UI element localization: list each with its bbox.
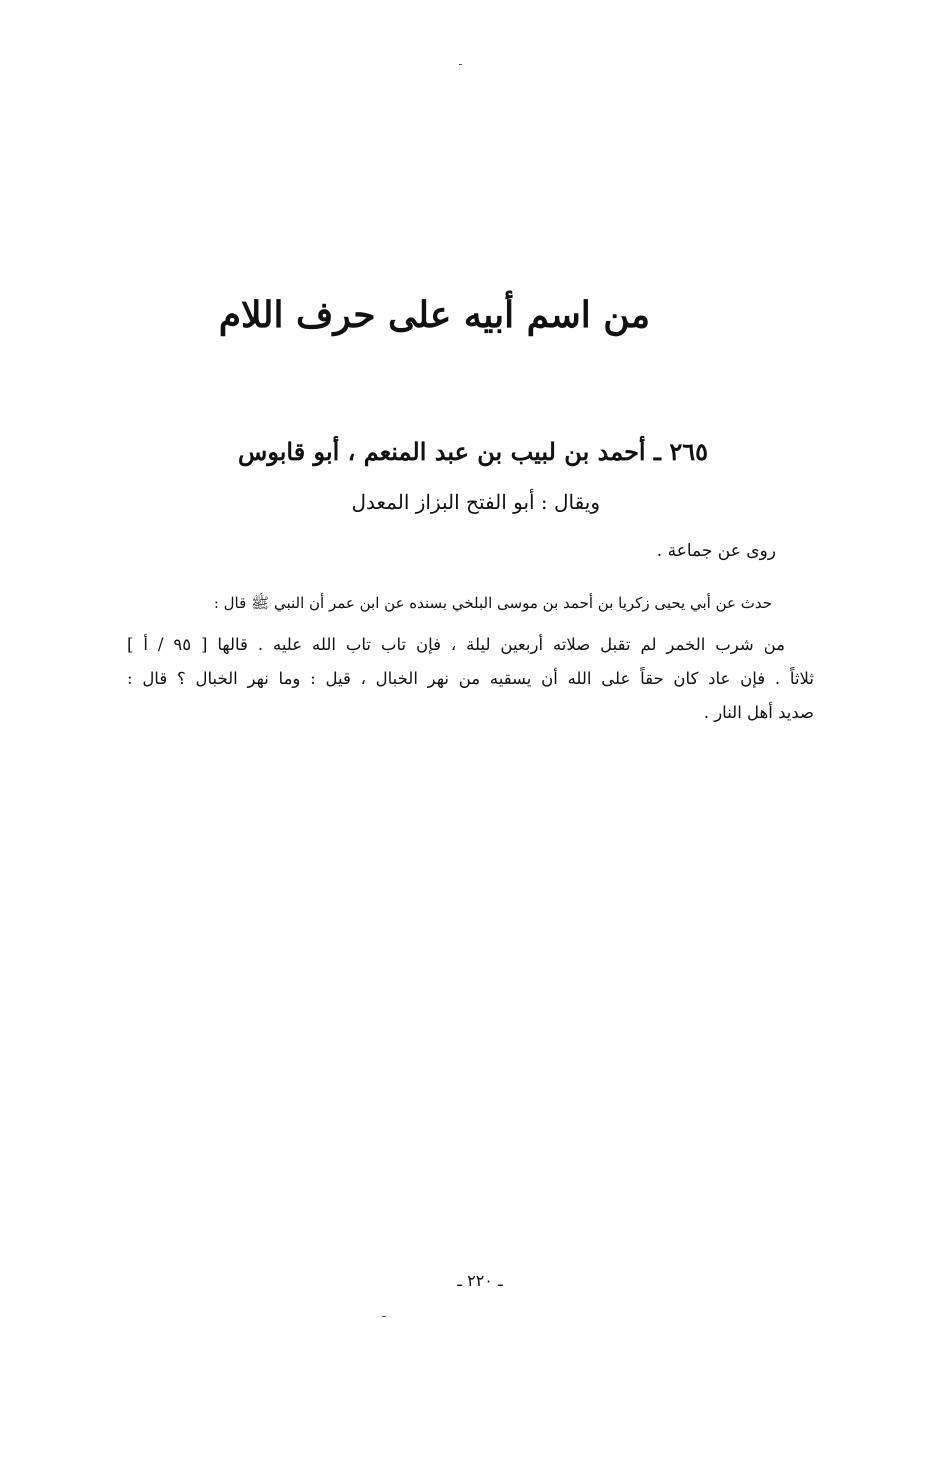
hadith-line: صديد أهل النار . [703,703,814,722]
entry-heading: ٢٦٥ ـ أحمد بن لبيب بن عبد المنعم ، أبو قابوس [238,437,708,466]
hadith-line: من شرب الخمر لم تقبل صلاته أربعين ليلة ، فإن تاب تاب الله عليه . قالها [ ٩٥ / أ ] [127,635,785,654]
section-title: من اسم أبيه على حرف اللام [218,294,650,336]
hadith-chain: حدث عن أبي يحيى زكريا بن أحمد بن موسى البلخي بسنده عن ابن عمر أن النبي ﷺ قال : [213,594,772,612]
page-number: ـ ٢٢٠ ـ [457,1271,503,1290]
entry-subheading: ويقال : أبو الفتح البزاز المعدل [351,490,600,514]
narration-note: روى عن جماعة . [656,541,776,561]
hadith-text [127,628,814,730]
scan-speck [459,64,462,65]
hadith-line: ثلاثاً . فإن عاد كان حقاً على الله أن يسقيه من نهر الخبال ، قيل : وما نهر الخبال ؟ قال : [127,669,814,688]
scan-speck [382,1316,386,1317]
